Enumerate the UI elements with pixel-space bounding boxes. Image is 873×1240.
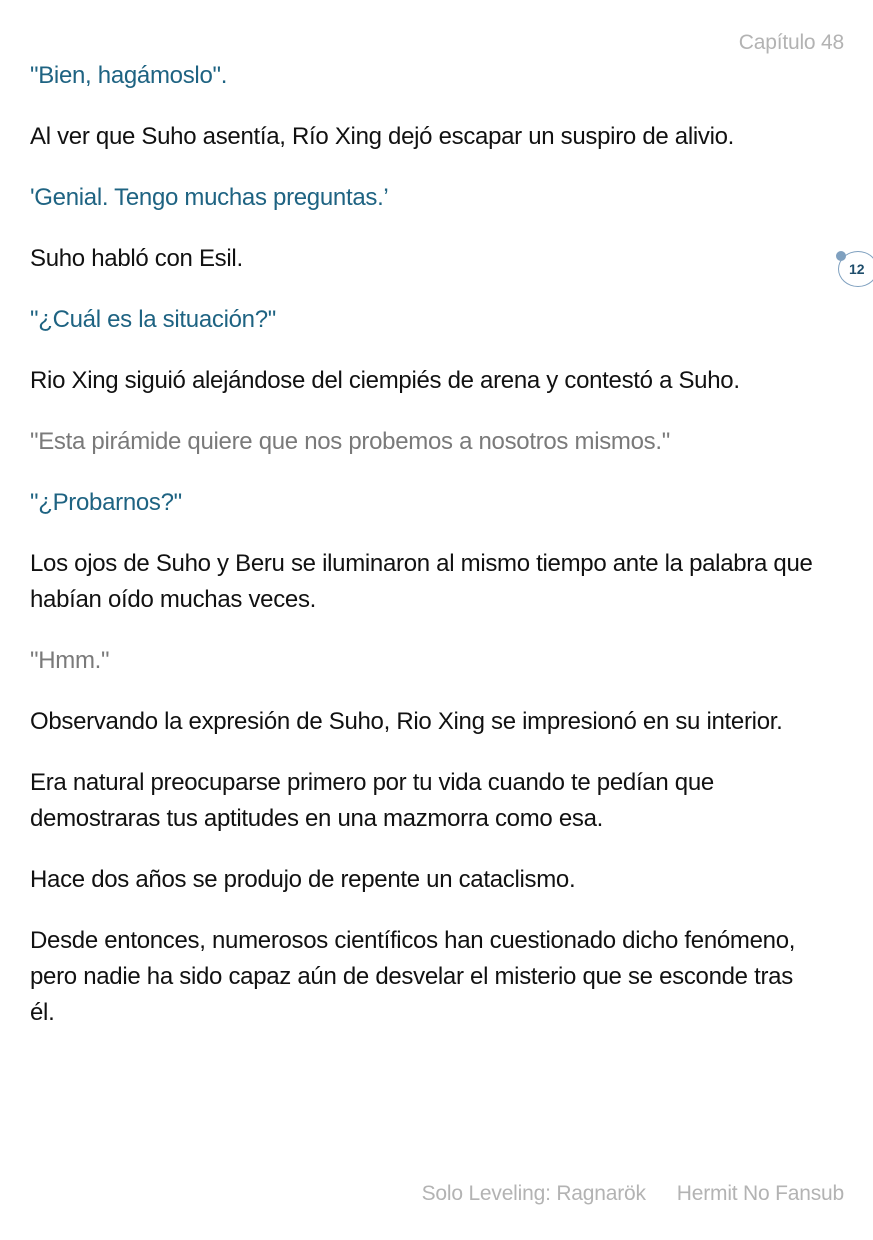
paragraph: Suho habló con Esil. bbox=[30, 245, 243, 272]
translator-credit: Hermit No Fansub bbox=[676, 1182, 844, 1205]
chapter-body bbox=[30, 58, 820, 1056]
paragraph: Los ojos de Suho y Beru se iluminaron al mismo tiempo ante la palabra que habían oído muchas veces. bbox=[30, 550, 813, 613]
paragraph: "Esta pirámide quiere que nos probemos a nosotros mismos." bbox=[30, 428, 670, 455]
paragraph: Hace dos años se produjo de repente un cataclismo. bbox=[30, 866, 576, 893]
paragraph: Al ver que Suho asentía, Río Xing dejó escapar un suspiro de alivio. bbox=[30, 123, 735, 150]
paragraph: Rio Xing siguió alejándose del ciempiés de arena y contestó a Suho. bbox=[30, 367, 740, 394]
chapter-label: Capítulo 48 bbox=[738, 31, 844, 54]
page-number: 12 bbox=[849, 261, 865, 277]
paragraph: "Hmm." bbox=[30, 647, 110, 674]
page-number-badge[interactable] bbox=[838, 251, 873, 287]
bookmark-dot-icon bbox=[836, 251, 846, 261]
paragraph: Desde entonces, numerosos científicos han cuestionado dicho fenómeno, pero nadie ha sido capaz aún de desvelar el misterio que se esconde tras él. bbox=[30, 927, 796, 1026]
paragraph: "¿Probarnos?" bbox=[30, 489, 182, 516]
paragraph: Era natural preocuparse primero por tu vida cuando te pedían que demostraras tus aptitudes en una mazmorra como esa. bbox=[30, 769, 714, 832]
paragraph: "Bien, hagámoslo". bbox=[30, 62, 228, 89]
paragraph: Observando la expresión de Suho, Rio Xing se impresionó en su interior. bbox=[30, 708, 783, 735]
book-title: Solo Leveling: Ragnarök bbox=[421, 1182, 646, 1205]
paragraph: "¿Cuál es la situación?" bbox=[30, 306, 276, 333]
page-footer bbox=[422, 1182, 844, 1206]
paragraph: 'Genial. Tengo muchas preguntas.’ bbox=[30, 184, 389, 211]
